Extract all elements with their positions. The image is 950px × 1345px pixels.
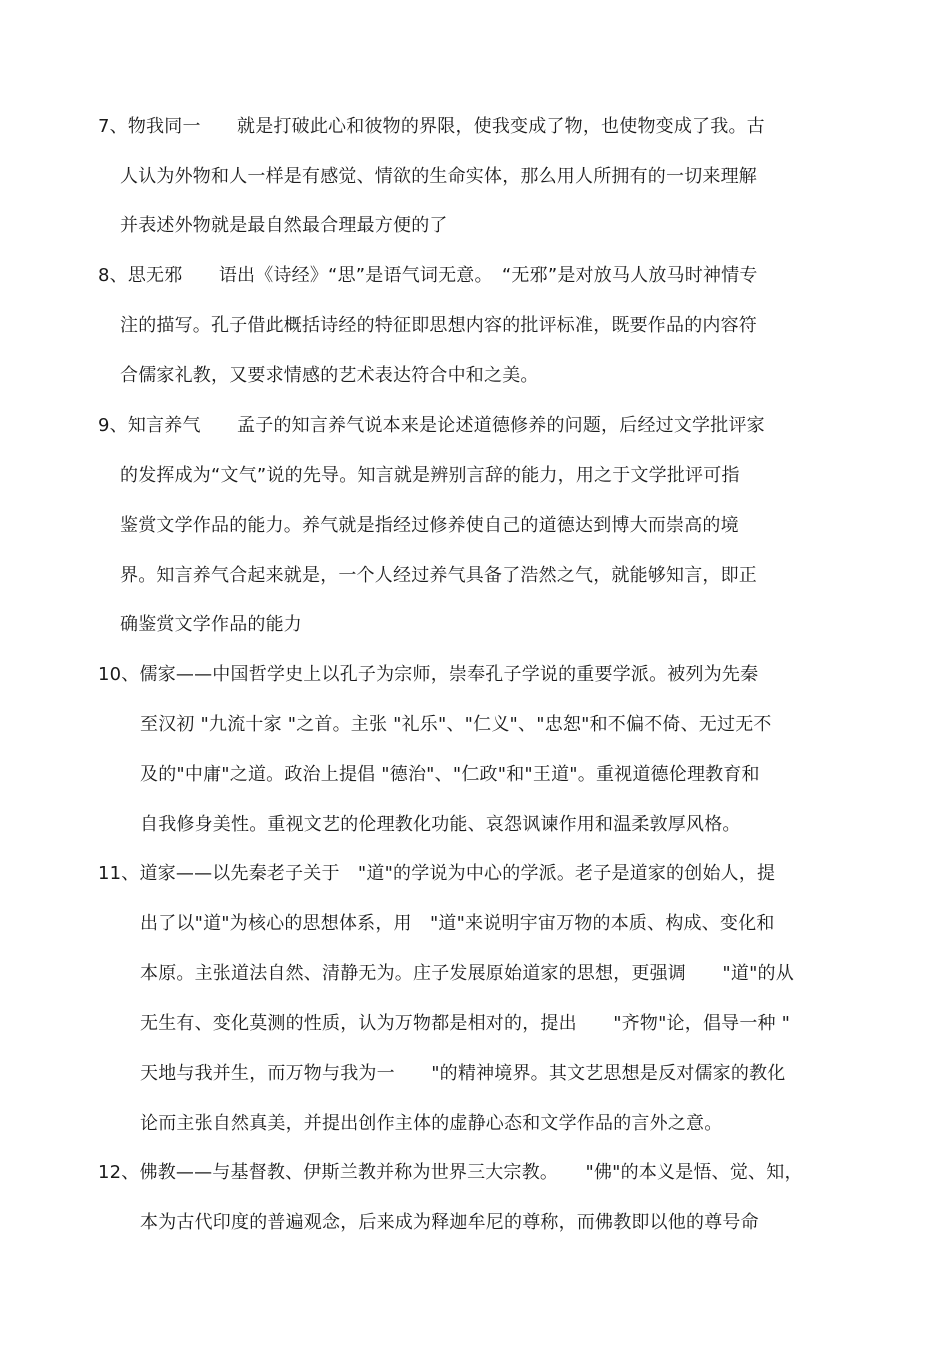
entry-line: 本为古代印度的普遍观念，后来成为释迦牟尼的尊称，而佛教即以他的尊号命 xyxy=(140,1212,759,1233)
entry-line: 并表述外物就是最自然最合理最方便的了 xyxy=(120,215,448,236)
entry-line: 论而主张自然真美，并提出创作主体的虚静心态和文学作品的言外之意。 xyxy=(140,1113,723,1134)
entry-line: 至汉初 "九流十家 "之首。主张 "礼乐"、"仁义"、"忠恕"和不偏不倚、无过无不 xyxy=(140,714,772,735)
entry-line: 人认为外物和人一样是有感觉、情欲的生命实体，那么用人所拥有的一切来理解 xyxy=(120,166,757,187)
entry-line: 鉴赏文学作品的能力。养气就是指经过修养使自己的道德达到博大而崇高的境 xyxy=(120,515,739,536)
entry-line: 天地与我并生，而万物与我为一 "的精神境界。其文艺思想是反对儒家的教化 xyxy=(140,1063,786,1084)
entry-line: 的发挥成为“文气”说的先导。知言就是辨别言辞的能力，用之于文学批评可指 xyxy=(120,465,740,486)
entry-line: 及的"中庸"之道。政治上提倡 "德治"、"仁政"和"王道"。重视道德伦理教育和 xyxy=(140,764,760,785)
entry-line: 10、儒家——中国哲学史上以孔子为宗师，崇奉孔子学说的重要学派。被列为先秦 xyxy=(98,664,759,685)
entry-line: 11、道家——以先秦老子关于 "道"的学说为中心的学派。老子是道家的创始人，提 xyxy=(98,863,776,884)
entry-line: 9、知言养气 孟子的知言养气说本来是论述道德修养的问题，后经过文学批评家 xyxy=(98,415,765,436)
entry-line: 7、物我同一 就是打破此心和彼物的界限，使我变成了物，也使物变成了我。古 xyxy=(98,116,765,137)
entry-line: 12、佛教——与基督教、伊斯兰教并称为世界三大宗教。 "佛"的本义是悟、觉、知， xyxy=(98,1162,803,1183)
entry-line: 无生有、变化莫测的性质，认为万物都是相对的，提出 "齐物"论，倡导一种 " xyxy=(140,1013,791,1034)
entry-line: 注的描写。孔子借此概括诗经的特征即思想内容的批评标准，既要作品的内容符 xyxy=(120,315,757,336)
entry-line: 8、思无邪 语出《诗经》“思”是语气词无意。 “无邪”是对放马人放马时神情专 xyxy=(98,265,758,286)
entry-line: 界。知言养气合起来就是，一个人经过养气具备了浩然之气，就能够知言，即正 xyxy=(120,565,757,586)
entry-line: 确鉴赏文学作品的能力 xyxy=(120,614,302,635)
entry-line: 合儒家礼教，又要求情感的艺术表达符合中和之美。 xyxy=(120,365,539,386)
entry-line: 本原。主张道法自然、清静无为。庄子发展原始道家的思想，更强调 "道"的从 xyxy=(140,963,794,984)
entry-line: 自我修身美性。重视文艺的伦理教化功能、哀怨讽谏作用和温柔敦厚风格。 xyxy=(140,814,741,835)
entry-line: 出了以"道"为核心的思想体系，用 "道"来说明宇宙万物的本质、构成、变化和 xyxy=(140,913,775,934)
